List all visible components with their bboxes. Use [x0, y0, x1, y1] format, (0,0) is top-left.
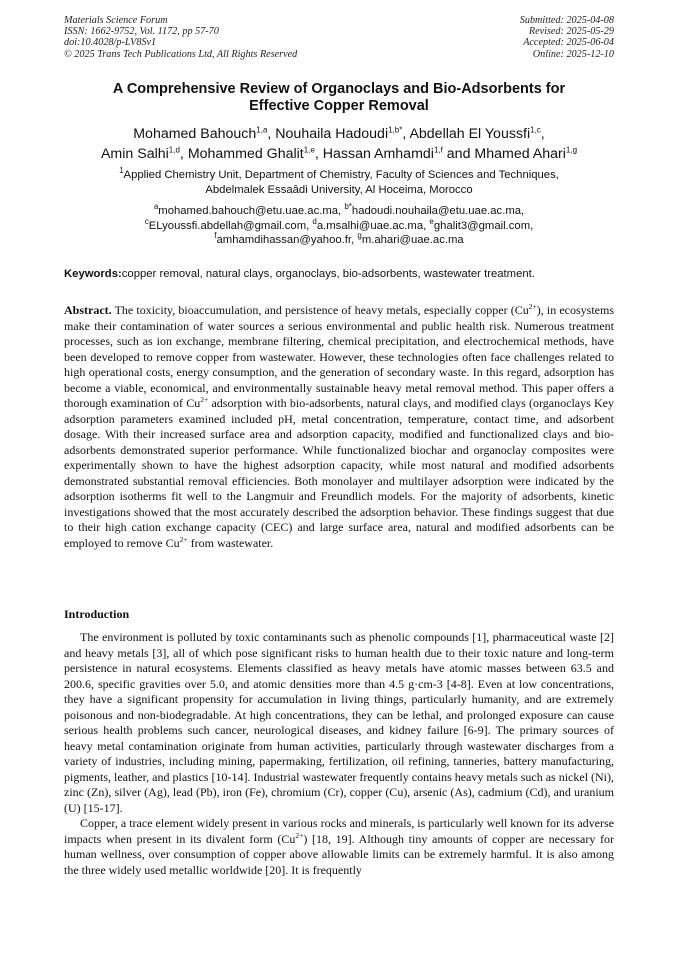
keywords-text: copper removal, natural clays, organoclays, bio-adsorbents, wastewater treatment. [121, 268, 535, 280]
journal-name: Materials Science Forum [64, 15, 168, 26]
affiliation-line-2: Abdelmalek Essaâdi University, Al Hoceima, Morocco [205, 183, 473, 196]
author-list [60, 125, 618, 164]
title-line-2: Effective Copper Removal [249, 98, 429, 114]
abstract-label: Abstract. [64, 303, 112, 317]
email-link[interactable]: m.ahari@uae.ac.ma [361, 234, 464, 246]
author-name: Amin Salhi [100, 145, 169, 162]
author-affil-sup: 1,g [565, 144, 578, 154]
email-line-3: $^f$amhamdihassan@yahoo.fr, $^g$m.ahari@uae.ac.ma [214, 231, 464, 246]
issn-line: ISSN: 1662-9752, Vol. 1172, pp 57-70 [64, 26, 219, 38]
email-link[interactable]: hadoudi.nouhaila@etu.uae.ac.ma, [351, 205, 525, 217]
author-line-2: Amin Salhi$^{1,d}$, Mohammed Ghalit$^{1,e}$, Hassan Amhamdi$^{1,f}$ and Mhamed Ahari$^{1,g}$ [100, 144, 578, 162]
author-name: Mohammed Ghalit [187, 145, 304, 162]
author-affil-sup: 1,a [256, 125, 268, 135]
dates-header [520, 15, 614, 60]
abstract: Abstract. The toxicity, bioaccumulation, and persistence of heavy metals, especially copper $(Cu^{2+})$, in ecosystems make their contamination of water sources a serious environmental and public health risk. Numerous treatment processes, such as ion exchange, membrane filtering, chemical precipitation, and electrochemical methods, have been developed to remove copper from wastewater. However, these technologies often face challenges related to high operational costs, energy consumption, and the generation of secondary waste. In this regard, adsorption has become a viable, economical, and environmentally sustainable heavy metal removal method. This paper offers a thorough examination of $Cu^{2+}$ adsorption with bio-adsorbents, natural clays, and modified clays (organoclays Key adsorption parameters examined included pH, metal concentration, temperature, contact time, and adsorbent dosage. With their increased surface area and adsorption capacity, modified and functionalized clays and bio-adsorbents demonstrated superior performance. While functionalized biochar and organoclay composites were experimentally shown to have the highest adsorption capacity, while most natural and modified adsorbents demonstrated substantial removal efficiencies. Both monolayer and multilayer adsorption were indicated by the adsorption isotherms fit well to the Langmuir and Freundlich models. For the majority of adsorbents, kinetic investigations showed that the most accurately described the adsorption behavior. These findings suggest that due to their high cation exchange capacity (CEC) and large surface area, natural and modified adsorbents can be employed to remove $Cu^{2+}$ from wastewater. [64, 302, 614, 550]
revised-date: Revised: 2025-05-29 [528, 26, 614, 38]
email-link[interactable]: amhamdihassan@yahoo.fr, [216, 234, 355, 246]
email-link[interactable]: mohamed.bahouch@etu.uae.ac.ma, [158, 205, 342, 217]
author-name: Hassan Amhamdi [322, 145, 434, 162]
intro-paragraph-1: The environment is polluted by toxic contaminants such as phenolic compounds [1], pharmaceutical waste [2] and heavy metals [3], all of which pose significant risks to human health due to their toxic nature and long-term persistence in natural ecosystems. Elements classified as heavy metals have atomic masses between 63.5 and 200.6, specific gravities over 5.0, and atomic densities more than 4.5 g·cm-3 [4-8]. Even at low concentrations, they have a significant propensity for accumulation in living things, particularly humanity, and are extremely poisonous and non-biodegradable. At high concentrations, they can be lethal, and prolonged exposure can cause serious health problems such cancer, neurological diseases, and kidney failure [6-9]. The primary sources of heavy metal contamination originate from human activities, particularly through wastewater discharges from a variety of industries, including mining, papermaking, fertilization, oil refining, tanneries, battery manufacturing, pigments, leather, and plastics [10-14]. Industrial wastewater frequently contains heavy metals such as nickel (Ni), zinc (Zn), silver (Ag), lead (Pb), iron (Fe), chromium (Cr), copper (Cu), arsenic (As), cadmium (Cd), and uranium (U) [15-17]. [64, 630, 615, 815]
online-date: Online: 2025-12-10 [532, 48, 614, 60]
author-emails [64, 204, 614, 248]
introduction-heading: Introduction [64, 607, 130, 621]
email-link[interactable]: ELyoussfi.abdellah@gmail.com, [148, 219, 310, 232]
email-line-1: $^a$mohamed.bahouch@etu.uae.ac.ma, $^{b*}$hadoudi.nouhaila@etu.uae.ac.ma, [153, 202, 525, 217]
intro-paragraph-2: Copper, a trace element widely present in various rocks and minerals, is particularly well known for its adverse impacts when present in its divalent form $(Cu^{2+})$ [18, 19]. Although tiny amounts of copper are necessary for human wellness, over consumption of copper above allowable limits can be extremely harmful. It is also among the three widely used metallic worldwide [20]. It is frequently [64, 816, 614, 877]
affiliation [64, 168, 614, 197]
author-affil-sup: 1,b* [388, 125, 403, 135]
author-affil-sup: 1,c [530, 125, 541, 135]
introduction-body [64, 630, 614, 878]
title-line-1: A Comprehensive Review of Organoclays and Bio-Adsorbents for [112, 81, 566, 97]
accepted-date: Accepted: 2025-06-04 [523, 37, 614, 49]
email-link[interactable]: a.msalhi@uae.ac.ma, [316, 219, 427, 232]
journal-header [64, 15, 297, 60]
keywords-label: Keywords: [64, 268, 122, 280]
doi-line: doi:10.4028/p-LV8Sv1 [64, 37, 157, 49]
author-affil-sup: 1,f [433, 144, 443, 154]
author-name: Mhamed Ahari [474, 145, 566, 162]
paper-title [64, 81, 614, 115]
author-affil-sup: 1,d [168, 144, 180, 154]
author-name: Nouhaila Hadoudi [275, 126, 389, 142]
copyright-line: © 2025 Trans Tech Publications Ltd, All Rights Reserved [64, 48, 298, 60]
affiliation-line-1: $^1$Applied Chemistry Unit, Department of Chemistry, Faculty of Sciences and Techniques, [119, 166, 559, 181]
author-affil-sup: 1,e [303, 144, 315, 154]
keywords [64, 267, 624, 281]
author-name: Abdellah El Youssfi [409, 126, 531, 142]
email-link[interactable]: ghalit3@gmail.com, [433, 219, 534, 232]
submitted-date: Submitted: 2025-04-08 [519, 15, 614, 26]
author-line-1: Mohamed Bahouch$^{1,a}$, Nouhaila Hadoudi$^{1,b*}$, Abdellah El Youssfi$^{1,c}$, [133, 125, 545, 142]
author-name: Mohamed Bahouch [133, 126, 257, 142]
email-line-2: $^c$ELyoussfi.abdellah@gmail.com, $^d$a.msalhi@uae.ac.ma, $^e$ghalit3@gmail.com, [144, 216, 534, 232]
